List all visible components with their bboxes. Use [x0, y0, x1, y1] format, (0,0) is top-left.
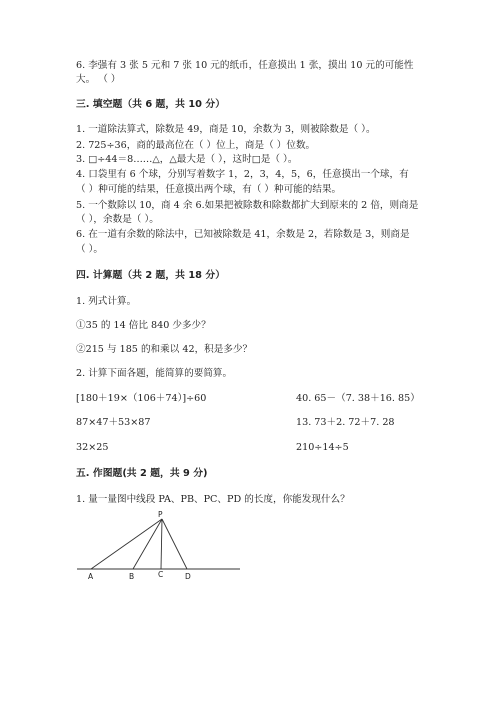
segment-pb [133, 519, 162, 569]
segment-diagram [70, 505, 245, 585]
segment-pa [91, 519, 162, 569]
expr-4: 13. 73＋2. 72＋7. 28 [296, 417, 395, 428]
section4-heading: 四. 计算题（共 2 题，共 18 分） [76, 270, 225, 281]
calc-q2-title: 2. 计算下面各题，能简算的要简算。 [76, 368, 233, 379]
calc-q1-a: ①35 的 14 倍比 840 少多少？ [76, 320, 211, 331]
fill-item-4a: 4. 口袋里有 6 个球，分别写着数字 1，2，3，4，5，6，任意摸出一个球，有 [76, 169, 409, 180]
expr-6: 210÷14÷5 [296, 442, 349, 453]
fill-item-6b: （ ）。 [76, 244, 104, 255]
fill-item-5a: 5. 一个数除以 10，商 4 余 6.如果把被除数和除数都扩大到原来的 2 倍，则商是 [76, 200, 419, 211]
expr-5: 32×25 [76, 442, 109, 453]
label-b: B [129, 572, 135, 581]
calc-q1-b: ②215 与 185 的和乘以 42，积是多少？ [76, 344, 253, 355]
fill-item-3: 3. □÷44＝8……△，△最大是（ ），这时□是（ ）。 [76, 154, 298, 165]
expr-1: [180＋19×（106＋74）]÷60 [76, 393, 207, 404]
section3-heading: 三. 填空题（共 6 题，共 10 分） [76, 99, 225, 110]
label-a: A [88, 572, 94, 581]
label-d: D [185, 572, 191, 581]
label-p: P [158, 510, 163, 519]
expr-2: 40. 65－（7. 38＋16. 85） [296, 393, 420, 404]
fill-item-1: 1. 一道除法算式，除数是 49，商是 10，余数为 3，则被除数是（ ）。 [76, 124, 376, 135]
fill-item-4b: （ ）种可能的结果，任意摸出两个球，有（ ）种可能的结果。 [76, 184, 342, 195]
section5-heading: 五. 作图题(共 2 题，共 9 分) [76, 468, 208, 479]
fill-item-2: 2. 725÷36，商的最高位在（ ）位上，商是（ ）位数。 [76, 140, 316, 151]
q6-line2: 大。 （ ） [76, 74, 121, 85]
label-c: C [158, 570, 164, 579]
expr-3: 87×47＋53×87 [76, 417, 151, 428]
fill-item-6a: 6. 在一道有余数的除法中，已知被除数是 41，余数是 2，若除数是 3，则商是 [76, 229, 410, 240]
draw-q1: 1. 量一量图中线段 PA、PB、PC、PD 的长度，你能发现什么？ [76, 494, 350, 505]
fill-item-5b: （ ），余数是（ ）。 [76, 214, 159, 225]
q6-line1: 6. 李强有 3 张 5 元和 7 张 10 元的纸币，任意摸出 1 张，摸出 10 元的可能性 [76, 60, 414, 71]
segment-pc [161, 519, 162, 569]
segment-pd [162, 519, 187, 569]
calc-q1-title: 1. 列式计算。 [76, 296, 137, 307]
